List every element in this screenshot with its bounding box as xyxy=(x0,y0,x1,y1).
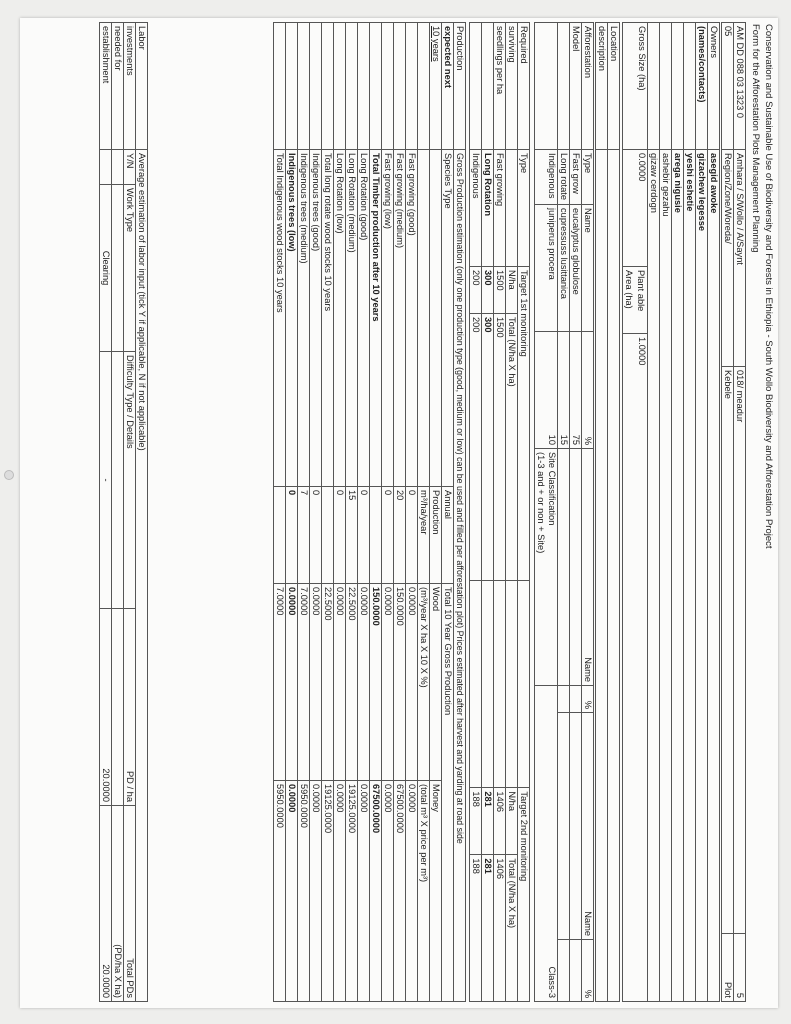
model-pct: 10 xyxy=(535,332,558,449)
model-pct: 75 xyxy=(570,332,582,449)
labor-intro: Average estimation of labor input (tick Y if applicable, N if not applicable) xyxy=(136,150,148,1002)
seedling-n2: 1406 xyxy=(494,788,506,855)
difficulty-label: Difficulty Type / Details xyxy=(124,352,136,609)
total-ten-year-label: Total 10 Year Gross Production xyxy=(442,584,454,1002)
model-species: cupressuss lusittanica xyxy=(558,205,570,332)
work-type-label: Work Type xyxy=(124,185,136,352)
seedling-t1: 200 xyxy=(470,314,482,581)
seedlings-label: Required xyxy=(518,23,530,150)
target-first-monitoring-label: Target 1st monitoring xyxy=(518,267,530,581)
production-money: 67500.0000 xyxy=(394,781,406,1002)
kebele-value: 018/ meadur xyxy=(734,367,746,934)
seedling-t1: 1500 xyxy=(494,314,506,581)
production-species: Long Rotation (good) xyxy=(358,150,370,487)
model-col-pct: % xyxy=(582,332,594,449)
production-annual: 0 xyxy=(286,487,298,584)
production-annual xyxy=(274,487,286,584)
seedling-n2: 188 xyxy=(470,788,482,855)
production-money: 0.0000 xyxy=(406,781,418,1002)
production-row xyxy=(406,23,418,1002)
production-annual xyxy=(322,487,334,584)
seedling-t2: 281 xyxy=(482,855,494,1002)
seedling-t2: 1406 xyxy=(494,855,506,1002)
punch-hole-mark xyxy=(4,470,14,480)
production-money: 0.0000 xyxy=(358,781,370,1002)
total-pd-label: Total PDs xyxy=(124,806,136,1002)
scanned-page xyxy=(20,18,778,1008)
owner-name: yeshi eshetie xyxy=(684,150,696,1002)
seedlings-type-label: Type xyxy=(518,150,530,267)
location-desc-label: description xyxy=(596,23,608,150)
owner-name: asegid awoke xyxy=(708,150,720,1002)
plot-number: 5 xyxy=(734,934,746,1002)
total-label: Total (N/ha X ha) xyxy=(506,314,518,581)
production-annual xyxy=(370,487,382,584)
seedlings-label-3: seedlings per ha xyxy=(494,23,506,150)
model-col-name2: Name xyxy=(582,449,594,686)
model-col-type: Type xyxy=(582,150,594,205)
seedling-n1: 300 xyxy=(482,267,494,314)
site-class-value: Class-3 xyxy=(535,686,558,1002)
form-title: Form for the Afforestation Plots Management Planning xyxy=(750,24,761,253)
model-species: eucalyptus globulose xyxy=(570,205,582,332)
production-row xyxy=(298,23,310,1002)
id-table xyxy=(721,22,746,1002)
production-annual: 20 xyxy=(394,487,406,584)
owners-table xyxy=(647,22,720,1002)
production-row xyxy=(310,23,322,1002)
production-wood: 0.0000 xyxy=(334,584,346,781)
production-species: Total Indigenous wood stocks 10 years xyxy=(274,150,286,487)
seedling-t1: 300 xyxy=(482,314,494,581)
plot-code: AM DD 088 03 1323 0 xyxy=(734,23,746,150)
production-label-3: 10 years xyxy=(430,23,442,150)
site-classification-hint: (1-3 and + or non + Site) xyxy=(536,452,546,554)
production-annual: 0 xyxy=(382,487,394,584)
project-title: Conservation and Sustainable Use of Biodiversity and Forests in Ethiopia - South Wollo Biodiversity and Afforestation Project xyxy=(763,24,774,549)
owner-name: gizaw cerdogn xyxy=(648,150,660,1002)
seedling-n1: 1500 xyxy=(494,267,506,314)
seedlings-table xyxy=(469,22,530,1002)
gross-size-label: Gross Size (ha) xyxy=(623,23,648,150)
area-label: Area (ha) xyxy=(624,270,634,309)
labor-work: Clearing xyxy=(100,185,112,352)
model-species: juniperus procera xyxy=(535,205,558,332)
seedling-n2: 281 xyxy=(482,788,494,855)
plot-label: Plot xyxy=(722,934,734,1002)
production-wood: 0.0000 xyxy=(358,584,370,781)
kebele-label: Kebele xyxy=(722,367,734,934)
production-species: Indigenous trees (medium) xyxy=(298,150,310,487)
owner-name: gizachew legesse xyxy=(696,150,708,1002)
production-wood: 150.0000 xyxy=(370,584,382,781)
production-row xyxy=(358,23,370,1002)
annual-label-3: m³/ha/year xyxy=(418,487,430,584)
nha-label: N/ha xyxy=(506,267,518,314)
production-row xyxy=(394,23,406,1002)
pd-label: PD / ha xyxy=(124,609,136,806)
model-col-name3: Name xyxy=(582,713,594,940)
production-annual: 0 xyxy=(406,487,418,584)
money-label-2: (total m³ X price per m³) xyxy=(418,781,430,1002)
owner-name: ashebir gezahu xyxy=(660,150,672,1002)
yn-label: Y/N xyxy=(124,150,136,185)
production-wood: 0.0000 xyxy=(310,584,322,781)
production-wood: 7.0000 xyxy=(298,584,310,781)
region-value: Amhara / S/Wollo / A/Saynt xyxy=(734,150,746,367)
model-col-pct2: % xyxy=(582,686,594,713)
production-wood: 0.0000 xyxy=(382,584,394,781)
production-annual: 0 xyxy=(358,487,370,584)
production-species: Indigenous trees (good) xyxy=(310,150,322,487)
model-label: Afforestation xyxy=(582,23,594,150)
labor-pd: 20.0000 xyxy=(100,609,112,806)
production-species: Total long rotate wood stocks 10 years xyxy=(322,150,334,487)
production-label-2: expected next xyxy=(442,23,454,150)
seedlings-label-2: surviving xyxy=(506,23,518,150)
production-annual: 0 xyxy=(310,487,322,584)
total-pd-label-2: (PD/ha X ha) xyxy=(112,806,124,1002)
production-wood: 22.5000 xyxy=(346,584,358,781)
gross-size-table xyxy=(622,22,648,1002)
labor-total: 20.0000 xyxy=(100,806,112,1002)
owner-name: arega nigusie xyxy=(672,150,684,1002)
seedling-type: Indigenous xyxy=(470,150,482,267)
labor-label-4: establishment xyxy=(100,23,112,150)
gross-size-value: 0.0000 xyxy=(623,150,648,267)
production-row xyxy=(370,23,382,1002)
nha-label-2: N/ha xyxy=(506,788,518,855)
production-wood: 7.0000 xyxy=(274,584,286,781)
production-table xyxy=(273,22,466,1002)
model-type: Fast grow xyxy=(570,150,582,205)
total-label-2: Total (N/ha X ha) xyxy=(506,855,518,1002)
production-species: Total Timber production after 10 years xyxy=(370,150,382,487)
production-species: Long Rotation (low) xyxy=(334,150,346,487)
production-row xyxy=(286,23,298,1002)
production-row xyxy=(346,23,358,1002)
labor-difficulty: - xyxy=(100,352,112,609)
species-type-label: Species Type xyxy=(442,150,454,487)
production-row xyxy=(334,23,346,1002)
production-row xyxy=(382,23,394,1002)
production-species: Indigenous trees (low) xyxy=(286,150,298,487)
production-money: 0.0000 xyxy=(334,781,346,1002)
model-table xyxy=(534,22,594,1002)
production-money: 19125.0000 xyxy=(346,781,358,1002)
money-label: Money xyxy=(430,781,442,1002)
production-species: Fast growing (low) xyxy=(382,150,394,487)
production-row xyxy=(322,23,334,1002)
plot-code-sub: 05 xyxy=(722,23,734,150)
annual-label-2: Production xyxy=(430,487,442,584)
location-table xyxy=(595,22,620,1002)
production-species: Fast growing (good) xyxy=(406,150,418,487)
production-money: 5950.0000 xyxy=(298,781,310,1002)
production-species: Fast growing (medium) xyxy=(394,150,406,487)
seedling-n1: 200 xyxy=(470,267,482,314)
owners-label: Owners xyxy=(708,23,720,150)
production-money: 0.0000 xyxy=(382,781,394,1002)
production-wood: 22.5000 xyxy=(322,584,334,781)
model-type: Long rotate xyxy=(558,150,570,205)
model-col-name: Name xyxy=(582,205,594,332)
production-wood: 0.0000 xyxy=(406,584,418,781)
labor-label: Labor xyxy=(136,23,148,150)
production-annual: 15 xyxy=(346,487,358,584)
labor-table xyxy=(99,22,148,1002)
model-col-pct3: % xyxy=(582,940,594,1002)
production-money: 0.0000 xyxy=(310,781,322,1002)
production-money: 67500.0000 xyxy=(370,781,382,1002)
wood-label: Wood xyxy=(430,584,442,781)
wood-label-2: (m³/year X ha X 10 X %) xyxy=(418,584,430,781)
production-row xyxy=(274,23,286,1002)
labor-label-3: needed for xyxy=(112,23,124,150)
production-label: Production xyxy=(454,23,466,150)
target-second-monitoring-label: Target 2nd monitoring xyxy=(518,788,530,1002)
seedling-t2: 188 xyxy=(470,855,482,1002)
production-species: Long Rotation (medium) xyxy=(346,150,358,487)
plantable-label: Plant able xyxy=(636,270,646,312)
production-money: 19125.0000 xyxy=(322,781,334,1002)
model-type: Indigenous xyxy=(535,150,558,205)
region-label: Region/Zone/Woreda/ xyxy=(722,150,734,367)
labor-yn xyxy=(100,150,112,185)
production-money: 0.0000 xyxy=(286,781,298,1002)
annual-label: Annual xyxy=(442,487,454,584)
seedling-type: Fast growing xyxy=(494,150,506,267)
production-intro: Gross Production estimation (only one production type (good, medium or low) can be used and filled per afforestation plot) Prices estimated after harvest and yarding at road side xyxy=(454,150,466,1002)
production-money: 5950.0000 xyxy=(274,781,286,1002)
owners-label-contacts: (names/contacts) xyxy=(696,23,708,150)
labor-label-2: investments xyxy=(124,23,136,150)
production-annual: 0 xyxy=(334,487,346,584)
production-wood: 0.0000 xyxy=(286,584,298,781)
location-label: Location xyxy=(608,23,620,150)
site-classification-label: Site Classification (1-3 and + or non + Site) xyxy=(535,449,558,686)
seedling-type: Long Rotation xyxy=(482,150,494,267)
plantable-value: 1.0000 xyxy=(623,334,648,1002)
production-annual: 7 xyxy=(298,487,310,584)
model-label-2: Model xyxy=(570,23,582,150)
rotated-form xyxy=(20,18,778,1008)
production-wood: 150.0000 xyxy=(394,584,406,781)
model-pct: 15 xyxy=(558,332,570,449)
